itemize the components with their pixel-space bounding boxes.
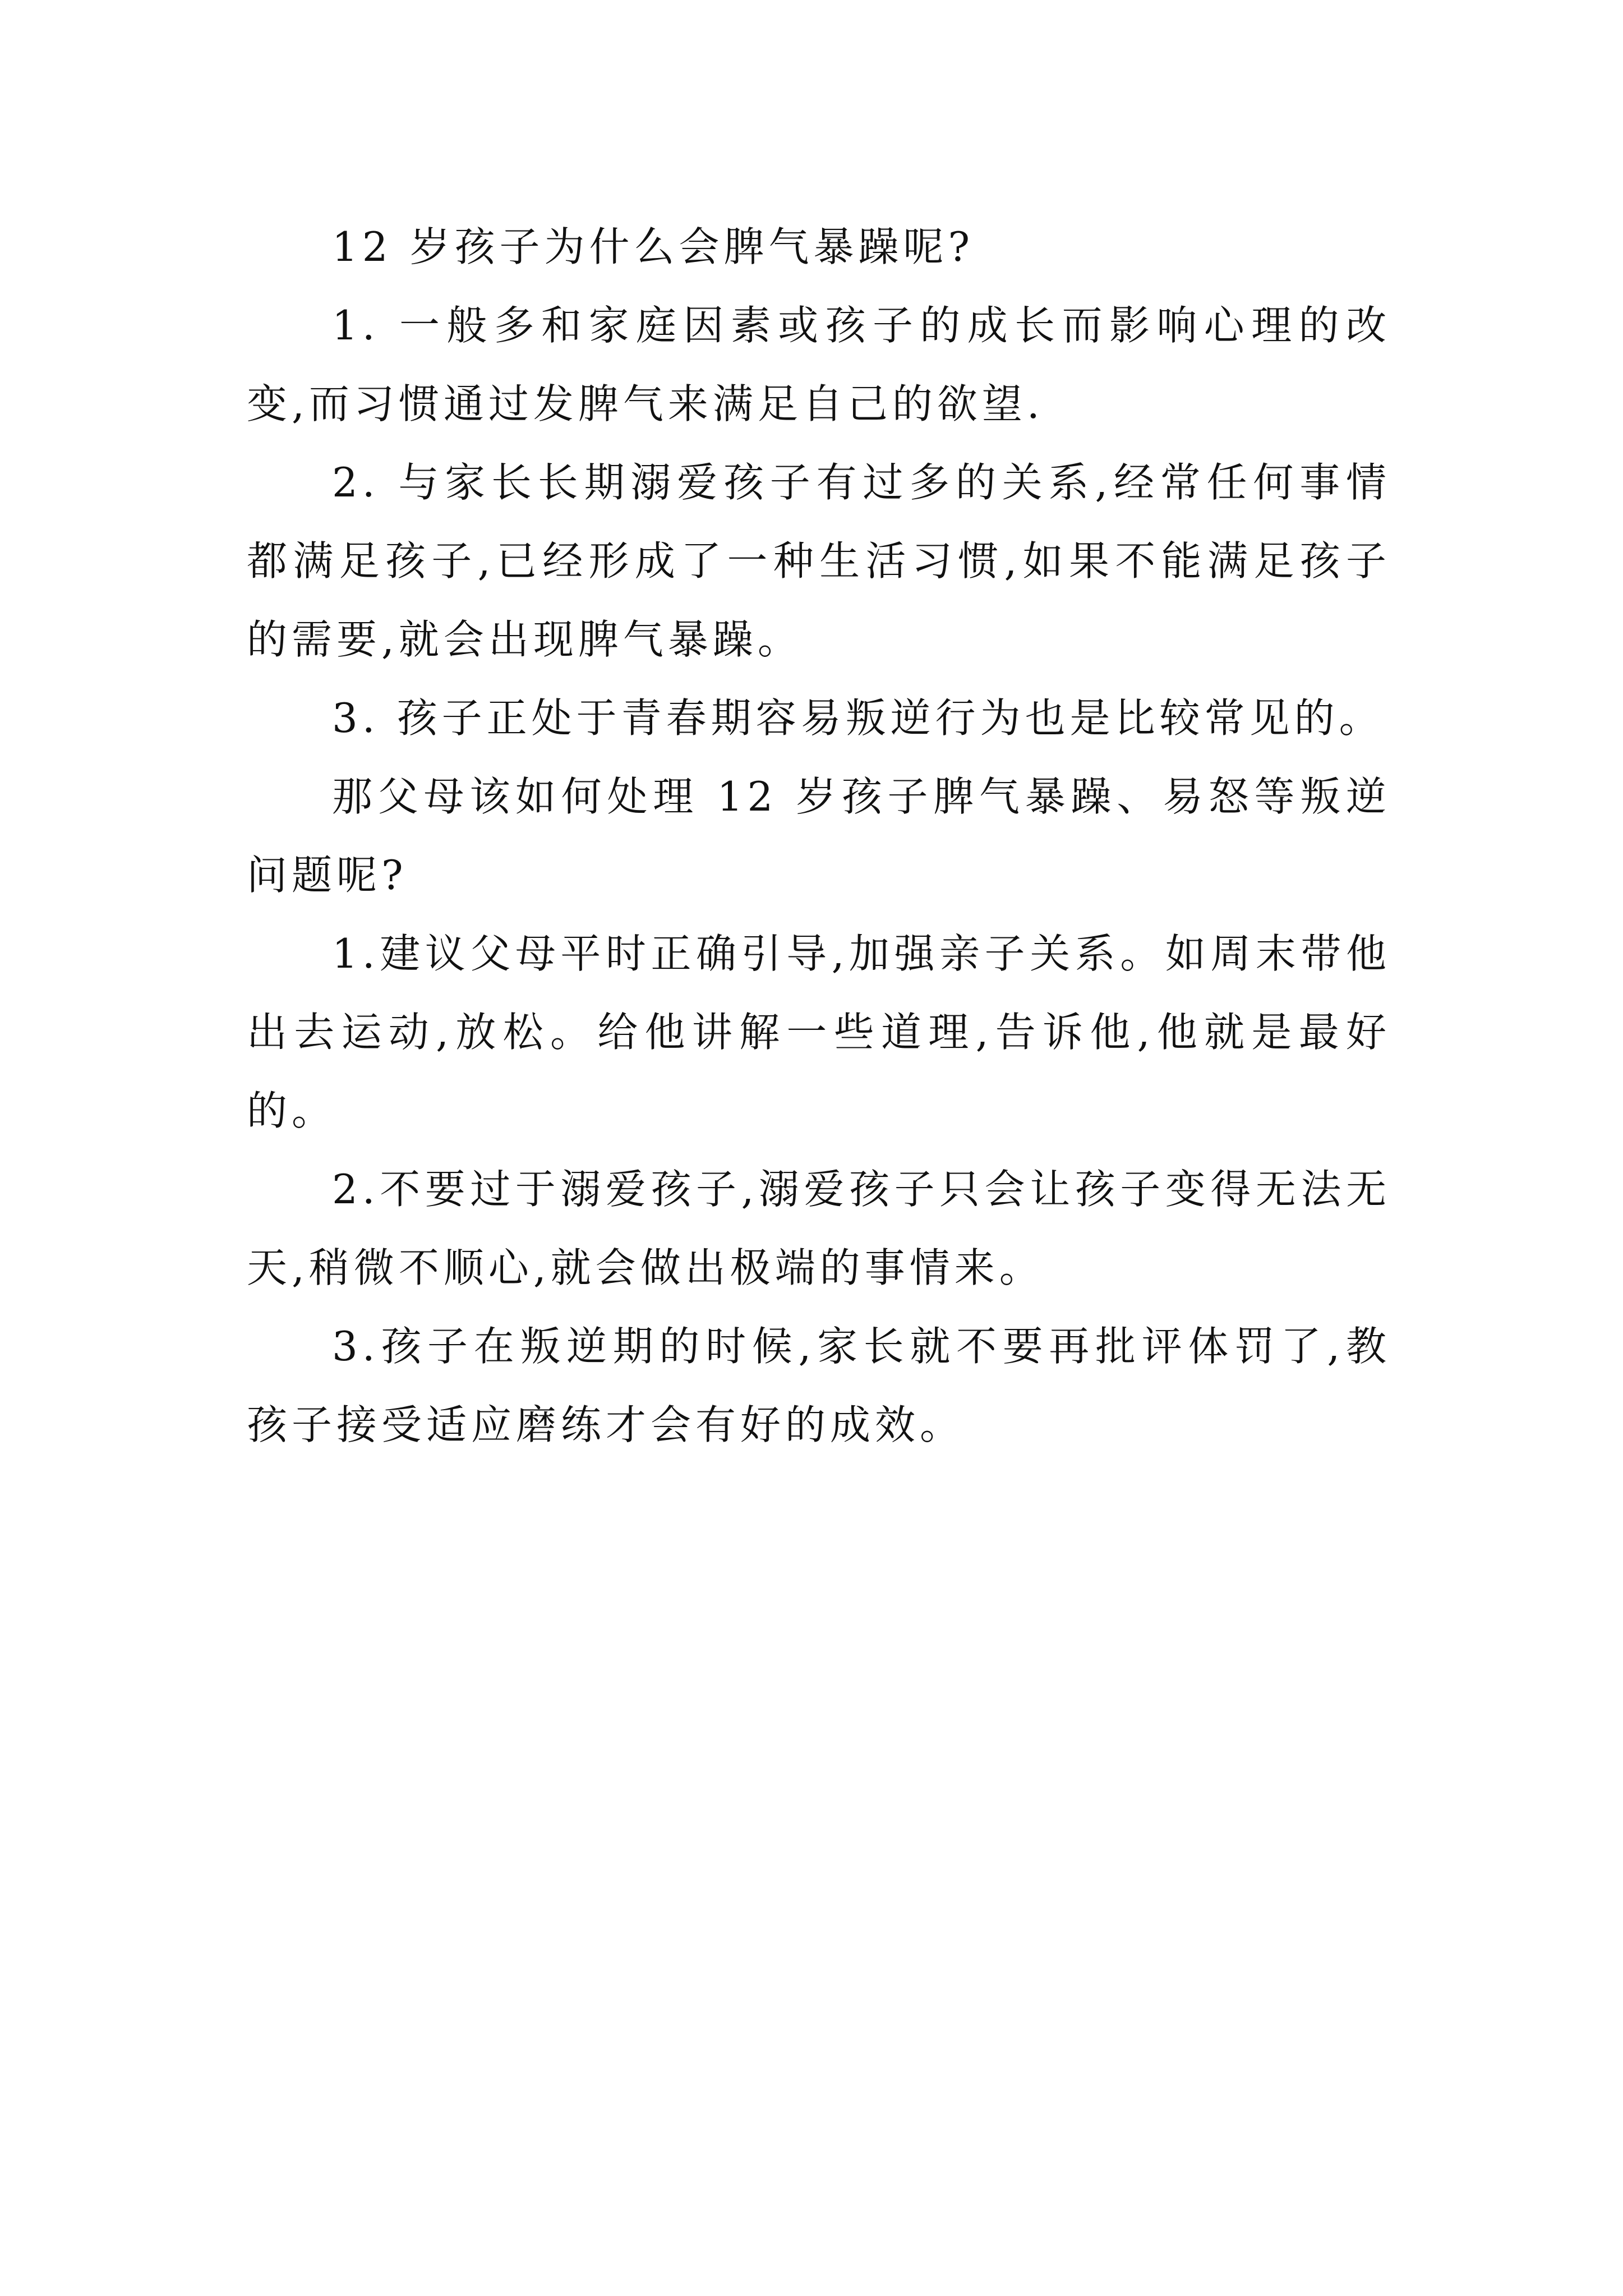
advice-paragraph-2: 2.不要过于溺爱孩子,溺爱孩子只会让孩子变得无法无天,稍微不顺心,就会做出极端的事情来。	[247, 1166, 1391, 1291]
reason-paragraph-2: 2. 与家长长期溺爱孩子有过多的关系,经常任何事情都满足孩子,已经形成了一种生活习惯,如果不能满足孩子的需要,就会出现脾气暴躁。	[247, 459, 1391, 663]
document-body	[247, 208, 1391, 1464]
advice-paragraph-1: 1.建议父母平时正确引导,加强亲子关系。如周末带他出去运动,放松。给他讲解一些道理,告诉他,他就是最好的。	[247, 930, 1391, 1134]
question-heading-1: 12 岁孩子为什么会脾气暴躁呢?	[332, 223, 975, 270]
reason-paragraph-1: 1. 一般多和家庭因素或孩子的成长而影响心理的改变,而习惯通过发脾气来满足自己的欲望.	[247, 302, 1391, 427]
reason-paragraph-3: 3. 孩子正处于青春期容易叛逆行为也是比较常见的。	[332, 694, 1384, 742]
advice-paragraph-3: 3.孩子在叛逆期的时候,家长就不要再批评体罚了,教孩子接受适应磨练才会有好的成效。	[247, 1323, 1391, 1448]
question-heading-2: 那父母该如何处理 12 岁孩子脾气暴躁、易怒等叛逆问题呢?	[247, 773, 1391, 899]
